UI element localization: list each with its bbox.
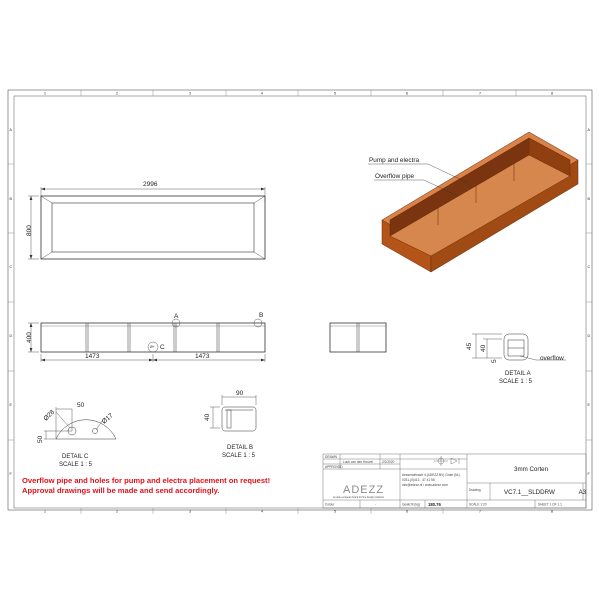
tb-color-value: -: [375, 502, 377, 507]
row-label: E: [587, 403, 590, 407]
col-label: 2: [116, 509, 118, 514]
col-label: 4: [261, 509, 263, 514]
tb-company-line1: Aessendriesstr 4 (ADEZZ BV) Grote (NL): [402, 473, 461, 477]
tb-weight-value: 180.76: [428, 502, 441, 507]
logo-tagline: an elite european brand for fine design products: [333, 496, 384, 499]
tb-weight-label: Gewicht (kg): [402, 502, 420, 507]
tb-approved-label: APPROVED: [325, 464, 343, 469]
company-logo: ADEZZ: [343, 484, 385, 496]
detail-c-dim-50-left: 50: [37, 435, 44, 443]
row-label: E: [9, 403, 12, 407]
detail-c-dim-28: Ø28: [42, 408, 57, 423]
hole-mark: Ø+: [150, 345, 155, 349]
tb-drawing-no: VC7.1__SLDDRW: [504, 489, 555, 496]
dim-half-right: 1473: [195, 353, 210, 360]
tb-size: A3: [578, 490, 586, 496]
dim-width: 800: [26, 225, 33, 236]
tb-company-line3: info@adezz.nl / www.adezz.com: [402, 483, 448, 487]
row-label: F: [9, 472, 12, 476]
col-label: 6: [406, 91, 408, 96]
tb-drawn-label: DRAWN: [325, 454, 337, 459]
detail-c-scale: SCALE 1 : 5: [59, 462, 93, 468]
row-label: D: [9, 334, 13, 338]
callout-pump: Pump and electra: [369, 157, 420, 164]
front-view: [28, 319, 265, 362]
col-label: 3: [189, 509, 191, 514]
detail-b-dim-40: 40: [204, 413, 211, 421]
side-view: [330, 323, 386, 352]
tb-drawn-name: Luuk van den Heuvel: [343, 459, 373, 464]
col-label: 3: [189, 91, 191, 96]
col-label: 8: [551, 91, 553, 96]
detail-a-scale: SCALE 1 : 5: [499, 379, 533, 385]
detail-b-title: DETAIL B: [227, 445, 254, 451]
row-label: B: [9, 197, 12, 201]
tb-company-line2: 0031-(0)413 - 47 41 58: [402, 478, 435, 482]
detail-c-dim-17: Ø17: [100, 412, 115, 426]
col-label: 5: [334, 91, 336, 96]
approval-note: [22, 476, 322, 496]
tb-color-label: Colour: [325, 502, 335, 507]
detail-a-dim-45: 45: [466, 342, 473, 350]
col-label: 6: [406, 509, 408, 514]
col-label: 7: [479, 91, 481, 96]
tb-drawn-date: 2/2/2020: [382, 459, 395, 464]
detail-a-dim-40: 40: [480, 344, 487, 352]
callout-overflow: overflow: [540, 355, 564, 362]
col-label: 8: [551, 509, 553, 514]
detail-b: [210, 395, 256, 431]
dim-half-left: 1473: [85, 353, 100, 360]
note-line-2: Approval drawings will be made and send accordingly.: [22, 486, 220, 495]
col-label: 7: [479, 509, 481, 514]
row-label: D: [587, 334, 591, 338]
tb-material: 3mm Corten: [514, 466, 549, 473]
note-line-1: Overflow pipe and holes for pump and electra placement on request!: [22, 476, 271, 485]
marker-a: A: [174, 313, 179, 320]
dim-height: 400: [26, 332, 33, 343]
row-label: A: [9, 128, 12, 132]
top-view: [28, 187, 265, 259]
row-label: C: [9, 265, 13, 269]
tb-scale: SCALE 1:20: [469, 502, 487, 507]
dim-length: 2996: [143, 181, 158, 188]
col-label: 1: [44, 91, 46, 96]
row-label: C: [587, 265, 591, 269]
row-label: F: [587, 472, 590, 476]
tb-sheet: SHEET 1 OF 1 1: [538, 502, 562, 507]
col-label: 1: [44, 509, 46, 514]
row-label: B: [587, 197, 590, 201]
detail-a-dim-5: 5: [491, 359, 498, 363]
detail-c-title: DETAIL C: [62, 454, 89, 460]
col-label: 5: [334, 509, 336, 514]
col-label: 4: [261, 91, 263, 96]
detail-a-title: DETAIL A: [505, 371, 531, 377]
col-label: 2: [116, 91, 118, 96]
iso-planter: [382, 132, 578, 272]
detail-b-scale: SCALE 1 : 5: [222, 453, 256, 459]
detail-c-dim-50-top: 50: [77, 402, 85, 409]
tb-drawing-label: Drawing: [469, 488, 481, 492]
marker-c: C: [160, 344, 165, 351]
detail-b-dim-90: 90: [236, 390, 244, 397]
marker-b: B: [259, 312, 264, 319]
callout-overflow-pipe: Overflow pipe: [375, 173, 415, 180]
row-label: A: [587, 128, 590, 132]
